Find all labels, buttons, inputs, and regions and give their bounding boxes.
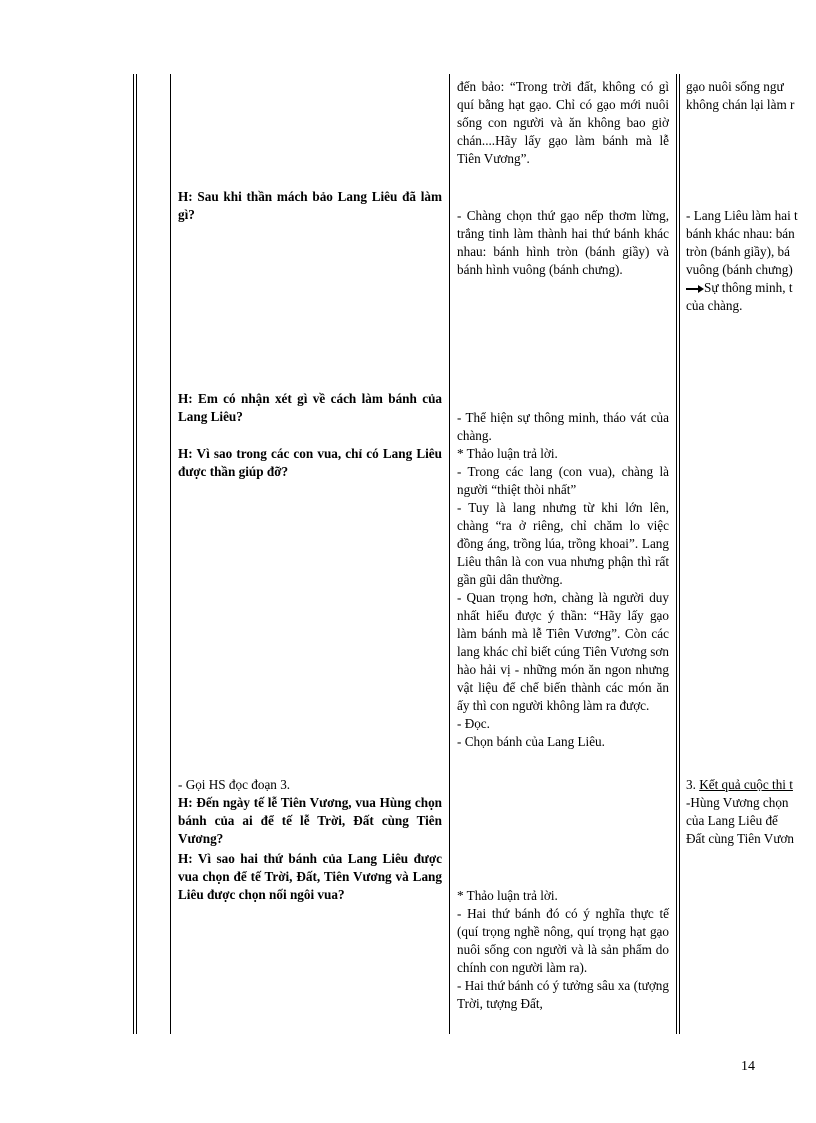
answer-chose-rice: - Chàng chọn thứ gạo nếp thơm lừng, trắng tinh làm thành hai thứ bánh khác nhau: bánh hình tròn (bánh giầy) và bánh hình vuông (bánh chưng). xyxy=(457,208,669,277)
answer-column-2 xyxy=(457,207,669,279)
question-comment-method: H: Em có nhận xét gì về cách làm bánh của Lang Liêu? xyxy=(178,391,442,424)
arrow-right-icon xyxy=(686,288,702,290)
answer-column-3 xyxy=(457,409,669,751)
column-divider-1 xyxy=(170,74,171,1034)
note-line: tròn (bánh giầy), bá xyxy=(686,244,790,259)
answer-smart: - Thể hiện sự thông minh, tháo vát của chàng. xyxy=(457,410,669,443)
answer-discuss-1: * Thảo luận trả lời. xyxy=(457,446,558,461)
note-text: Sự thông minh, t xyxy=(704,280,793,295)
note-line: của chàng. xyxy=(686,298,743,313)
notes-block-c xyxy=(686,776,816,848)
notes-block-b xyxy=(686,207,816,315)
notes-block-a xyxy=(686,78,816,114)
answer-discuss-2: * Thảo luận trả lời. xyxy=(457,888,558,903)
note-line: Đất cùng Tiên Vươn xyxy=(686,831,795,846)
answer-deep-idea: - Hai thứ bánh có ý tưởng sâu xa (tượng Trời, tượng Đất, xyxy=(457,978,669,1011)
answer-column xyxy=(457,78,669,168)
note-line: gạo nuôi sống ngư xyxy=(686,79,784,94)
column-divider-3-inner xyxy=(679,74,680,1034)
note-line: -Hùng Vương chọn xyxy=(686,795,789,810)
answer-disadvantaged: - Trong các lang (con vua), chàng là người “thiệt thòi nhất” xyxy=(457,464,669,497)
table-left-border-inner xyxy=(136,74,137,1034)
question-after-god: H: Sau khi thần mách bảo Lang Liêu đã làm gì? xyxy=(178,189,442,222)
page-number: 14 xyxy=(741,1059,755,1074)
note-line-arrow xyxy=(686,279,816,297)
answer-god-advice: đến bảo: “Trong trời đất, không có gì quí bằng hạt gạo. Chỉ có gạo mới nuôi sống con người và ăn không bao giờ chán....Hãy lấy gạo làm bánh mà lễ Tiên Vương”. xyxy=(457,79,669,166)
question-why-chosen: H: Vì sao hai thứ bánh của Lang Liêu được vua chọn để tế Trời, Đất, Tiên Vương và Lang Liêu được chọn nối ngôi vua? xyxy=(178,851,442,902)
note-line: bánh khác nhau: bán xyxy=(686,226,795,241)
column-divider-2 xyxy=(449,74,450,1034)
note-line: của Lang Liêu để xyxy=(686,813,778,828)
answer-understood-god: - Quan trọng hơn, chàng là người duy nhất hiểu được ý thần: “Hãy lấy gạo làm bánh mà lễ Tiên Vương”. Còn các lang khác chỉ biết cúng Tiên Vương sơn hào hải vị - những món ăn ngon nhưng vật liệu để chế biến thành các món ăn ấy thì con người không làm ra được. xyxy=(457,590,669,713)
note-heading-line xyxy=(686,776,816,794)
answer-practical-meaning: - Hai thứ bánh đó có ý nghĩa thực tế (quí trọng nghề nông, quí trọng hạt gạo nuôi sống con người và là sản phẩm do chính con người làm ra). xyxy=(457,906,669,975)
question-which-cake: H: Đến ngày tế lễ Tiên Vương, vua Hùng chọn bánh của ai để tế lễ Trời, Đất cùng Tiên Vương? xyxy=(178,795,442,846)
question-why-helped: H: Vì sao trong các con vua, chỉ có Lang Liêu được thần giúp đỡ? xyxy=(178,446,442,479)
note-line: không chán lại làm r xyxy=(686,97,795,112)
answer-lives-apart: - Tuy là lang nhưng từ khi lớn lên, chàng “ra ở riêng, chỉ chăm lo việc đồng áng, trồng lúa, trồng khoai”. Lang Liêu thân là con vua nhưng phận thì rất gần gũi dân thường. xyxy=(457,500,669,587)
call-read-paragraph: - Gọi HS đọc đoạn 3. xyxy=(178,777,291,792)
answer-read: - Đọc. xyxy=(457,716,490,731)
note-heading-number: 3. xyxy=(686,777,700,792)
answer-chose-lang-lieu: - Chọn bánh của Lang Liêu. xyxy=(457,734,605,749)
note-line: - Lang Liêu làm hai t xyxy=(686,208,798,223)
note-heading: Kết quả cuộc thi t xyxy=(699,777,793,792)
note-line: vuông (bánh chưng) xyxy=(686,262,793,277)
table-left-border-outer xyxy=(133,74,134,1034)
answer-column-4 xyxy=(457,887,669,1013)
column-divider-3-outer xyxy=(676,74,677,1034)
